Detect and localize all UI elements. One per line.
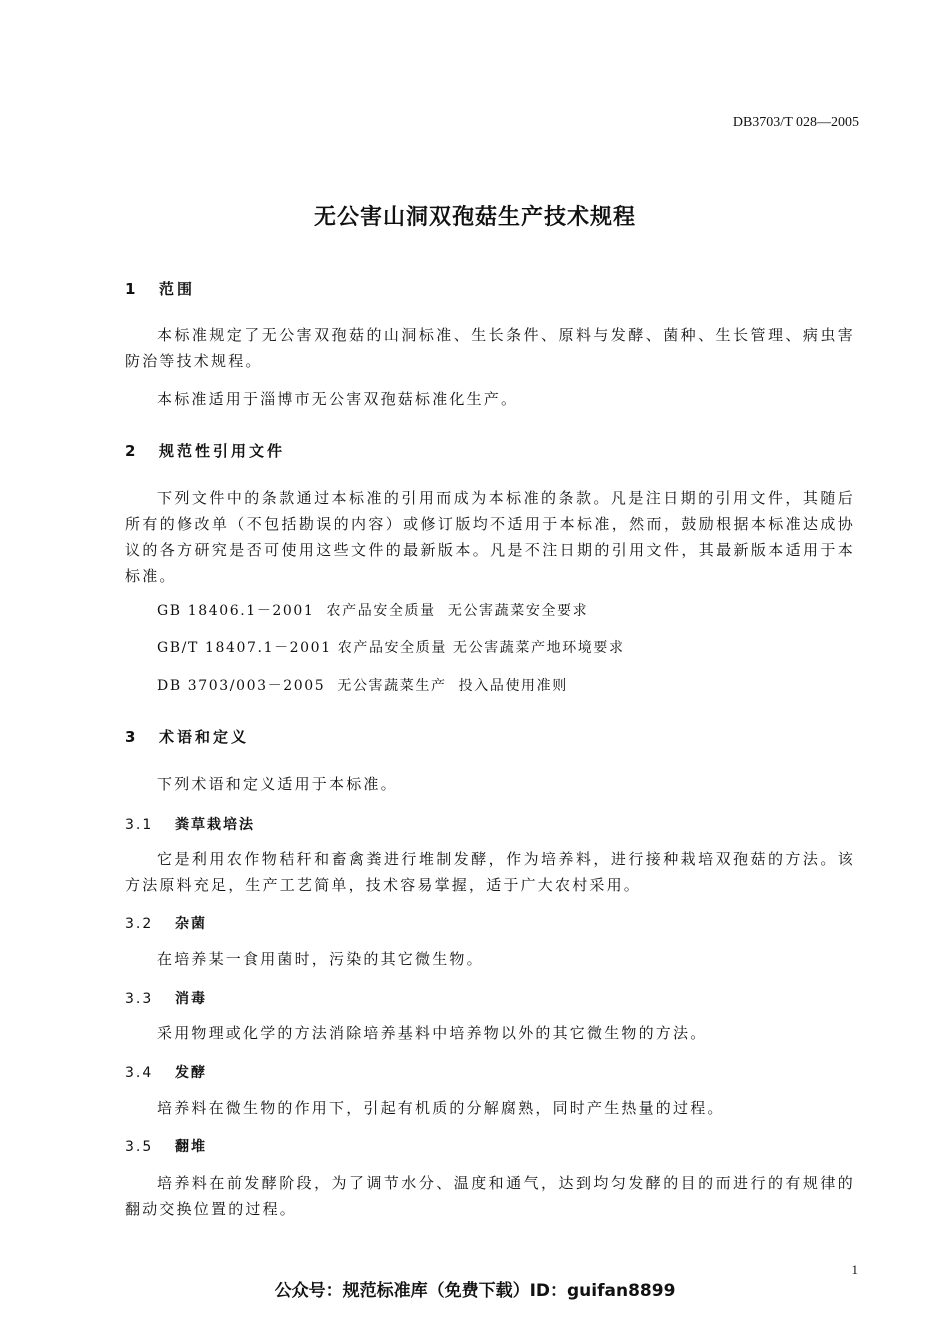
term-number: 3.3 [125,991,154,1007]
term-title: 粪草栽培法 [175,817,255,833]
page-number: 1 [851,1262,858,1277]
section-1-paragraph-2: 本标准适用于淄博市无公害双孢菇标准化生产。 [157,390,519,408]
footer-watermark-text: 公众号：规范标准库（免费下载）ID：guifan8899 [274,1281,676,1301]
section-1-heading [125,278,195,299]
reference-item: GB/T 18407.1－2001 农产品安全质量 无公害蔬菜产地环境要求 [157,640,625,656]
term-title: 消毒 [175,991,207,1007]
term-definition-3-3: 采用物理或化学的方法消除培养基料中培养物以外的其它微生物的方法。 [157,1024,708,1042]
term-number: 3.4 [125,1065,154,1081]
section-number: 1 [125,280,136,298]
document-code: DB3703/T 028—2005 [732,115,859,130]
term-heading-3-4 [125,1062,207,1082]
term-heading-3-3 [125,988,207,1008]
term-definition-3-4: 培养料在微生物的作用下，引起有机质的分解腐熟，同时产生热量的过程。 [157,1099,725,1117]
term-number: 3.5 [125,1139,154,1155]
section-title: 范围 [159,280,196,298]
document-title: 无公害山洞双孢菇生产技术规程 [313,205,636,230]
section-title: 术语和定义 [159,728,250,746]
term-number: 3.2 [125,916,154,932]
reference-item: DB 3703/003－2005 无公害蔬菜生产 投入品使用准则 [157,678,568,694]
section-3-heading [125,726,249,747]
section-2-heading [125,440,285,461]
term-definition-3-5: 培养料在前发酵阶段，为了调节水分、温度和通气，达到均匀发酵的目的而进行的有规律的翻动交换位置的过程。 [125,1174,855,1218]
term-title: 杂菌 [175,916,207,932]
section-title: 规范性引用文件 [159,442,286,460]
section-number: 3 [125,728,136,746]
section-1-paragraph-1: 本标准规定了无公害双孢菇的山洞标准、生长条件、原料与发酵、菌种、生长管理、病虫害防治等技术规程。 [125,326,855,370]
term-definition-3-1: 它是利用农作物秸秆和畜禽粪进行堆制发酵，作为培养料，进行接种栽培双孢菇的方法。该方法原料充足，生产工艺简单，技术容易掌握，适于广大农村采用。 [125,850,855,894]
section-3-intro: 下列术语和定义适用于本标准。 [157,775,398,793]
reference-item: GB 18406.1－2001 农产品安全质量 无公害蔬菜安全要求 [157,603,589,619]
term-title: 翻堆 [175,1139,207,1155]
term-heading-3-1 [125,814,255,834]
term-definition-3-2: 在培养某一食用菌时，污染的其它微生物。 [157,950,484,968]
section-number: 2 [125,442,136,460]
section-2-paragraph-1: 下列文件中的条款通过本标准的引用而成为本标准的条款。凡是注日期的引用文件，其随后所有的修改单（不包括勘误的内容）或修订版均不适用于本标准，然而，鼓励根据本标准达成协议的各方研究是否可使用这些文件的最新版本。凡是不注日期的引用文件，其最新版本适用于本标准。 [125,489,855,585]
term-heading-3-5 [125,1136,207,1156]
term-heading-3-2 [125,913,207,933]
term-title: 发酵 [175,1065,207,1081]
term-number: 3.1 [125,817,154,833]
